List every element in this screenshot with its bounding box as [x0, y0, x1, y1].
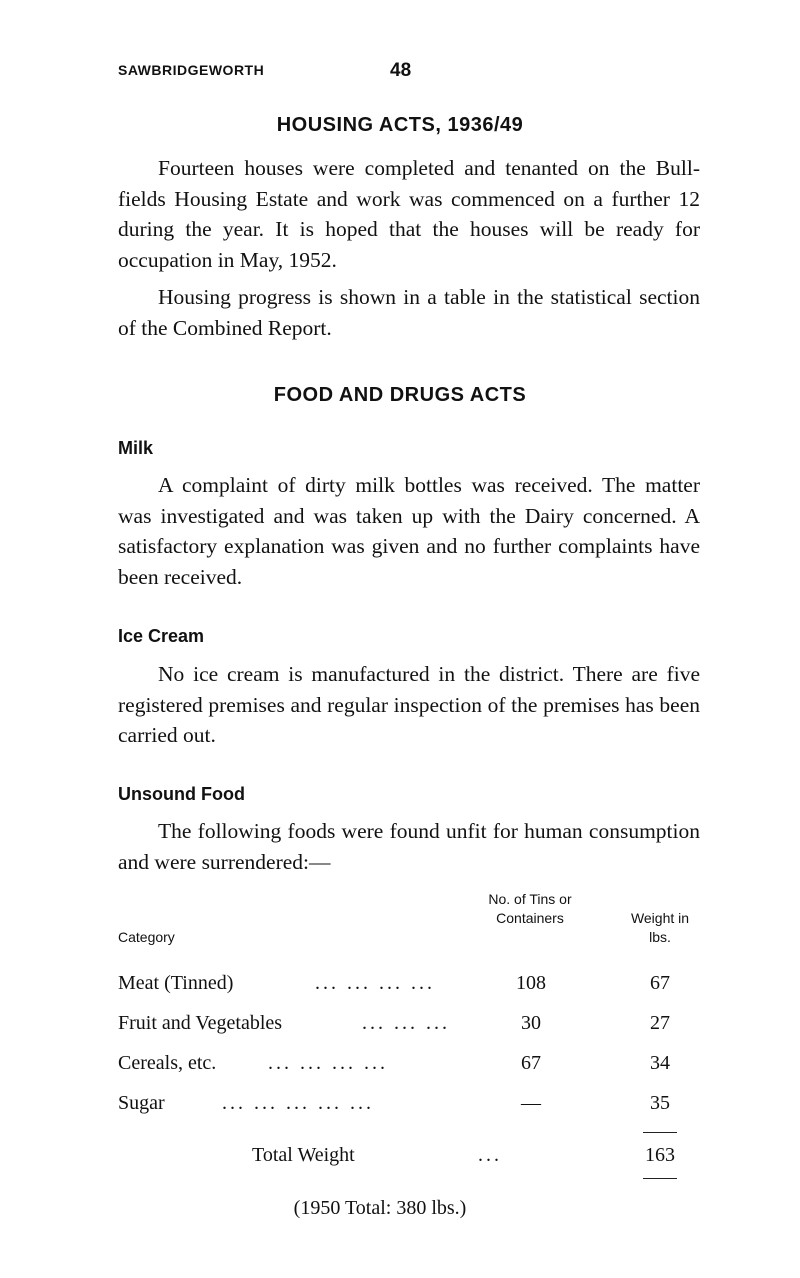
total-label: Total Weight: [252, 1144, 355, 1166]
page-number: 48: [390, 60, 412, 81]
row-tins: 67: [521, 1052, 541, 1074]
unsound-food-paragraph: The following foods were found unfit for human consumption and were surrendered:—: [118, 819, 700, 874]
row-weight: 27: [650, 1012, 670, 1034]
row-weight: 35: [650, 1092, 670, 1114]
leader-dots: ... ... ... ...: [268, 1052, 388, 1074]
food-drugs-heading: FOOD AND DRUGS ACTS: [273, 384, 527, 406]
ice-cream-subheading: Ice Cream: [118, 626, 205, 646]
row-tins: —: [521, 1092, 541, 1114]
milk-subheading: Milk: [118, 438, 154, 458]
row-category: Fruit and Vegetables: [118, 1012, 283, 1034]
row-weight: 67: [650, 972, 670, 994]
row-category: Sugar: [118, 1092, 165, 1114]
running-head: [118, 60, 682, 86]
row-tins: 108: [516, 972, 546, 994]
district-name: SAWBRIDGEWORTH: [118, 62, 265, 78]
housing-paragraph-2: Housing progress is shown in a table in the statistical section of the Combined Report.: [118, 285, 700, 340]
column-header-weight: Weight in lbs.: [630, 910, 690, 945]
unsound-food-subheading: Unsound Food: [118, 784, 245, 804]
milk-paragraph: A complaint of dirty milk bottles was received. The matter was investigated and was taken up with the Dairy concerned. A satisfactory explanation was given and no further complaints have been received.: [118, 473, 700, 589]
ice-cream-paragraph: No ice cream is manufactured in the district. There are five registered premises and regular inspection of the premises has been carried out.: [118, 662, 700, 747]
total-rule-bottom: [643, 1178, 677, 1179]
row-category: Meat (Tinned): [118, 972, 234, 994]
leader-dots: ... ... ... ...: [315, 972, 435, 994]
leader-dots: ... ... ... ... ...: [222, 1092, 374, 1114]
row-weight: 34: [650, 1052, 670, 1074]
housing-heading: HOUSING ACTS, 1936/49: [276, 114, 524, 136]
housing-paragraph-1: Fourteen houses were completed and tenanted on the Bullfields Housing Estate and work was commenced on a further 12 during the year. It is hoped that the houses will be ready for occupation in May, 1952.: [118, 156, 700, 272]
total-rule-top: [643, 1132, 677, 1133]
column-header-category: Category: [118, 929, 175, 945]
leader-dots: ... ... ...: [362, 1012, 450, 1034]
row-tins: 30: [521, 1012, 541, 1034]
row-category: Cereals, etc.: [118, 1052, 217, 1074]
column-header-tins: No. of Tins or Containers: [488, 891, 572, 926]
total-value: 163: [645, 1144, 675, 1166]
leader-dots: ...: [478, 1144, 502, 1166]
previous-year-total: (1950 Total: 380 lbs.): [293, 1197, 467, 1219]
